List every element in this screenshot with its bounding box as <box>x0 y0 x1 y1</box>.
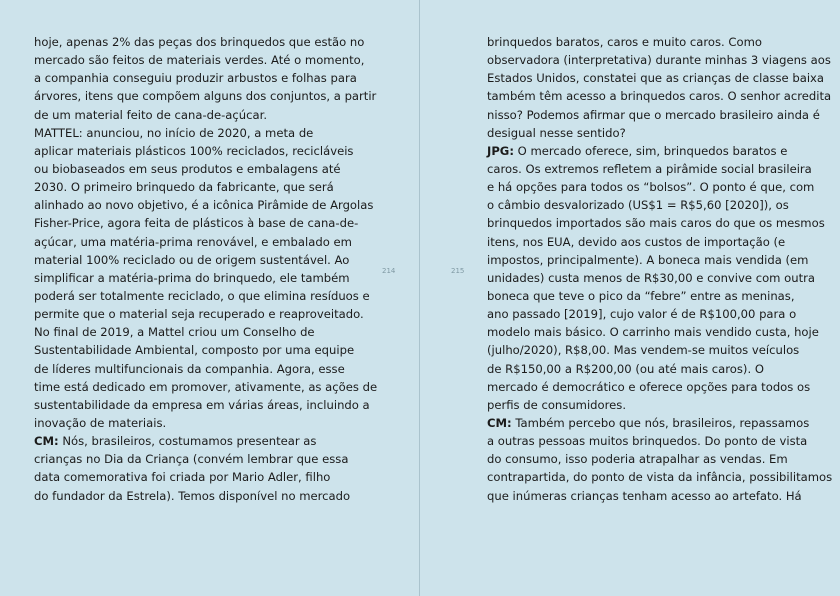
line-text: unidades) custa menos de R$30,00 e convive com outra <box>487 270 815 285</box>
text-line <box>487 142 832 160</box>
text-line <box>34 69 377 87</box>
line-text: Nós, brasileiros, costumamos presentear as <box>58 434 317 449</box>
line-text: do consumo, isso poderia atrapalhar as vendas. Em <box>487 452 788 467</box>
line-text: inovação de materiais. <box>34 415 167 430</box>
line-text: observadora (interpretativa) durante minhas 3 viagens aos <box>487 53 831 68</box>
line-text: e há opções para todos os “bolsos”. O ponto é que, com <box>487 180 815 195</box>
line-text: mercado é democrático e oferece opções para todos os <box>487 379 811 394</box>
text-line <box>487 323 832 341</box>
text-line <box>487 87 832 105</box>
line-text: brinquedos baratos, caros e muito caros. Como <box>487 35 762 49</box>
text-line <box>34 323 377 341</box>
line-text: poderá ser totalmente reciclado, o que elimina resíduos e <box>34 288 370 303</box>
text-line <box>487 33 832 51</box>
left-page <box>0 0 419 596</box>
left-page-text <box>34 33 377 505</box>
line-text: ou biobaseados em seus produtos e embalagens até <box>34 161 341 176</box>
left-page-number: 214 <box>382 267 396 275</box>
line-text: itens, nos EUA, devido aos custos de importação (e <box>487 234 786 249</box>
line-text: que inúmeras crianças tenham acesso ao artefato. Há <box>487 488 802 503</box>
speaker-label: CM: <box>34 434 59 449</box>
line-text: mercado são feitos de materiais verdes. Até o momento, <box>34 53 365 68</box>
text-line <box>34 51 377 69</box>
line-text: modelo mais básico. O carrinho mais vendido custa, hoje <box>487 325 819 340</box>
line-text: data comemorativa foi criada por Mario Adler, filho <box>34 470 331 485</box>
text-line <box>487 269 832 287</box>
line-text: simplificar a matéria-prima do brinquedo, ele também <box>34 270 350 285</box>
line-text: MATTEL: anunciou, no início de 2020, a meta de <box>34 125 314 140</box>
text-line <box>487 287 832 305</box>
line-text: Fisher-Price, agora feita de plásticos à base de cana-de- <box>34 216 359 231</box>
text-line <box>34 196 377 214</box>
text-line <box>34 341 377 359</box>
line-text: nisso? Podemos afirmar que o mercado brasileiro ainda é <box>487 107 820 122</box>
line-text: crianças no Dia da Criança (convém lembrar que essa <box>34 452 349 467</box>
line-text: Estados Unidos, constatei que as crianças de classe baixa <box>487 71 825 86</box>
text-line <box>487 233 832 251</box>
text-line <box>34 214 377 232</box>
right-page <box>420 0 839 596</box>
line-text: perfis de consumidores. <box>487 397 627 412</box>
line-text: contrapartida, do ponto de vista da infância, possibilitamos <box>487 470 833 485</box>
line-text: o câmbio desvalorizado (US$1 = R$5,60 [2020]), os <box>487 198 789 213</box>
line-text: a companhia conseguiu produzir arbustos e folhas para <box>34 71 357 86</box>
line-text: 2030. O primeiro brinquedo da fabricante, que será <box>34 180 334 195</box>
text-line <box>34 142 377 160</box>
text-line <box>34 33 377 51</box>
line-text: açúcar, uma matéria-prima renovável, e embalado em <box>34 234 352 249</box>
text-line <box>487 378 832 396</box>
line-text: desigual nesse sentido? <box>487 125 626 140</box>
text-line <box>487 432 832 450</box>
text-line <box>487 178 832 196</box>
text-line <box>34 414 377 432</box>
line-text: (julho/2020), R$8,00. Mas vendem-se muitos veículos <box>487 343 800 358</box>
text-line <box>34 233 377 251</box>
line-text: do fundador da Estrela). Temos disponível no mercado <box>34 488 351 503</box>
line-text: boneca que teve o pico da “febre” entre as meninas, <box>487 288 795 303</box>
line-text: a outras pessoas muitos brinquedos. Do ponto de vista <box>487 434 808 449</box>
text-line <box>487 360 832 378</box>
line-text: alinhado ao novo objetivo, é a icônica Pirâmide de Argolas <box>34 198 374 213</box>
line-text: também têm acesso a brinquedos caros. O senhor acredita <box>487 89 832 104</box>
text-line <box>487 69 832 87</box>
text-line <box>34 396 377 414</box>
text-line <box>34 432 377 450</box>
text-line <box>487 468 832 486</box>
text-line <box>34 160 377 178</box>
text-line <box>34 487 377 505</box>
text-line <box>34 178 377 196</box>
line-text: time está dedicado em promover, ativamente, as ações de <box>34 379 378 394</box>
line-text: No final de 2019, a Mattel criou um Conselho de <box>34 325 315 340</box>
text-line <box>34 287 377 305</box>
line-text: permite que o material seja recuperado e reaproveitado. <box>34 307 364 322</box>
text-line <box>487 214 832 232</box>
line-text: material 100% reciclado ou de origem sustentável. Ao <box>34 252 350 267</box>
text-line <box>487 51 832 69</box>
line-text: impostos, principalmente). A boneca mais vendida (em <box>487 252 809 267</box>
text-line <box>34 378 377 396</box>
text-line <box>34 468 377 486</box>
text-line <box>487 487 832 505</box>
text-line <box>34 87 377 105</box>
line-text: Também percebo que nós, brasileiros, repassamos <box>511 415 810 430</box>
text-line <box>34 360 377 378</box>
speaker-label: CM: <box>487 415 512 430</box>
text-line <box>487 106 832 124</box>
right-page-number: 215 <box>451 267 465 275</box>
text-line <box>34 269 377 287</box>
right-page-text <box>487 33 832 505</box>
text-line <box>487 160 832 178</box>
line-text: de um material feito de cana-de-açúcar. <box>34 107 268 122</box>
text-line <box>487 396 832 414</box>
text-line <box>34 450 377 468</box>
line-text: hoje, apenas 2% das peças dos brinquedos que estão no <box>34 35 365 49</box>
line-text: Sustentabilidade Ambiental, composto por uma equipe <box>34 343 355 358</box>
line-text: sustentabilidade da empresa em várias áreas, incluindo a <box>34 397 370 412</box>
line-text: de líderes multifuncionais da companhia. Agora, esse <box>34 361 345 376</box>
line-text: aplicar materiais plásticos 100% reciclados, recicláveis <box>34 143 354 158</box>
line-text: de R$150,00 a R$200,00 (ou até mais caros). O <box>487 361 764 376</box>
text-line <box>487 124 832 142</box>
line-text: O mercado oferece, sim, brinquedos baratos e <box>513 143 788 158</box>
text-line <box>34 251 377 269</box>
line-text: árvores, itens que compõem alguns dos conjuntos, a partir <box>34 89 377 104</box>
text-line <box>34 106 377 124</box>
text-line <box>487 305 832 323</box>
text-line <box>487 341 832 359</box>
line-text: ano passado [2019], cujo valor é de R$100,00 para o <box>487 307 797 322</box>
text-line <box>34 305 377 323</box>
text-line <box>487 196 832 214</box>
text-line <box>487 450 832 468</box>
text-line <box>34 124 377 142</box>
text-line <box>487 251 832 269</box>
speaker-label: JPG: <box>487 143 514 158</box>
line-text: caros. Os extremos refletem a pirâmide social brasileira <box>487 161 812 176</box>
line-text: brinquedos importados são mais caros do que os mesmos <box>487 216 825 231</box>
text-line <box>487 414 832 432</box>
